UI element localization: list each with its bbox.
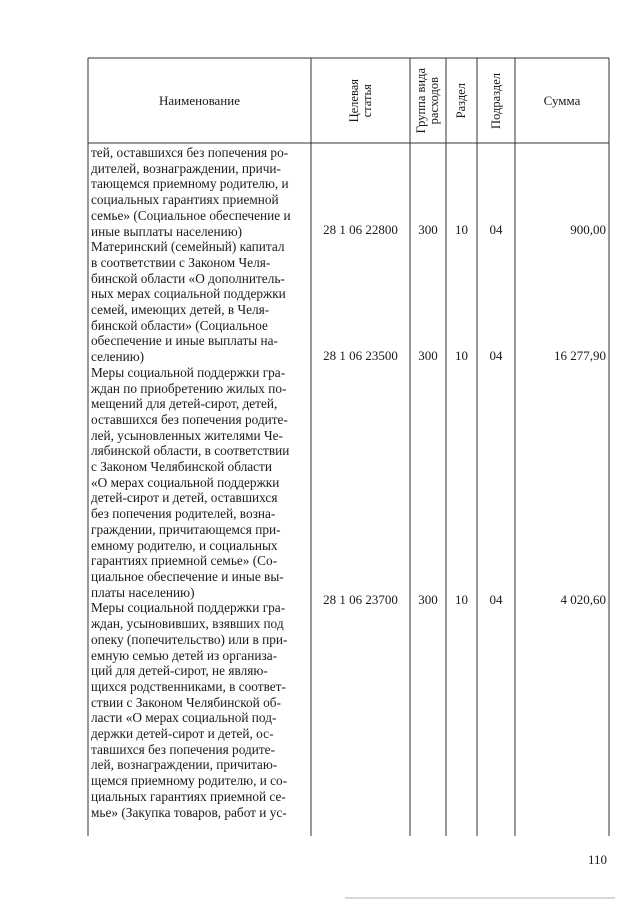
header-sum: Сумма: [543, 93, 581, 108]
sum-value: 4 020,60: [560, 592, 606, 607]
header-subsection: Подраздел: [488, 72, 503, 129]
subsection-value: 04: [489, 222, 503, 237]
header-section-wrap: [446, 58, 477, 143]
header-section: Раздел: [454, 82, 468, 119]
name-column-text: тей, оставшихся без попечения ро- дителей, вознаграждении, причи- тающемся приемному родителю, и социальных гарантиях приемной семье» (Социальное обеспечение и иные выплаты населению) Материнский (семейный) капитал в соответствии с Законом Челя- бинской области «О дополнитель- ных мерах социальной поддержки семей, имеющих детей, в Челя- бинской области» (Социальное обеспечение и иные выплаты на- селению) Меры социальной поддержки гра- ждан по приобретению жилых по- мещений для детей-сирот, детей, оставшихся без попечения родите- лей, усыновленных жителями Че- лябинской области, в соответствии с Законом Челябинской области «О мерах социальной поддержки детей-сирот и детей, оставшихся без попечения родителей, возна- граждении, причитающемся при- емному родителю, и социальных гарантиях приемной семье» (Со- циальное обеспечение и иные вы- платы населению) Меры социальной поддержки гра- ждан, усыновивших, взявших под опеку (попечительство) или в при- емную семью детей из организа- ций для детей-сирот, не являю- щихся родственниками, в соответ- ствии с Законом Челябинской об- ласти «О мерах социальной под- держки детей-сирот и детей, ос- тавшихся без попечения родите- лей, вознаграждении, причитаю- щемся приемному родителю, и со- циальных гарантиях приемной се- мье» (Закупка товаров, работ и ус-: [91, 145, 291, 820]
sum-value: 900,00: [570, 222, 606, 237]
expense-group-value: 300: [418, 592, 438, 607]
expense-group-value: 300: [418, 348, 438, 363]
header-expense-group-wrap: [410, 58, 446, 143]
sum-value: 16 277,90: [554, 348, 606, 363]
section-value: 10: [455, 222, 468, 237]
page-number: 110: [588, 852, 608, 867]
header-target-wrap: [311, 58, 410, 143]
target-code: 28 1 06 23500: [323, 348, 398, 363]
target-code: 28 1 06 22800: [323, 222, 398, 237]
subsection-value: 04: [489, 592, 503, 607]
header-expense-group: Группа вида расходов: [414, 67, 441, 134]
section-value: 10: [455, 592, 468, 607]
header-name: Наименование: [159, 93, 240, 108]
section-value: 10: [455, 348, 468, 363]
expense-group-value: 300: [418, 222, 438, 237]
header-target: Целевая статья: [346, 78, 374, 123]
target-code: 28 1 06 23700: [323, 592, 398, 607]
header-subsection-wrap: [477, 58, 515, 143]
subsection-value: 04: [489, 348, 503, 363]
